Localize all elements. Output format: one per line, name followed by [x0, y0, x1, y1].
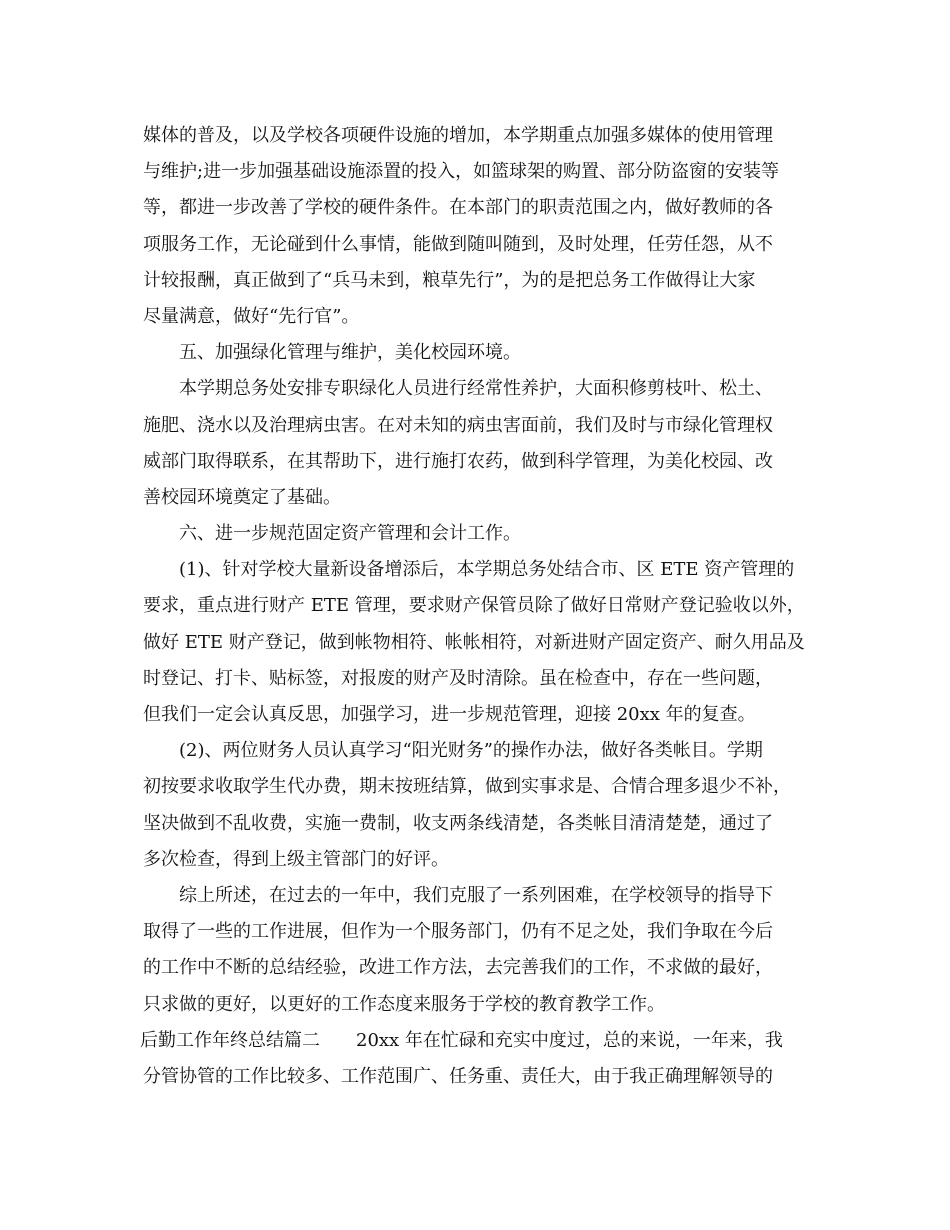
paragraph-line: 的工作中不断的总结经验，改进工作方法，去完善我们的工作，不求做的最好， — [143, 957, 773, 979]
paragraph-line: 本学期总务处安排专职绿化人员进行经常性养护，大面积修剪枝叶、松土、 — [179, 378, 773, 400]
paragraph-line: 施肥、浇水以及治理病虫害。在对未知的病虫害面前，我们及时与市绿化管理权 — [143, 414, 773, 436]
paragraph-line: 多次检查，得到上级主管部门的好评。 — [143, 848, 449, 870]
paragraph-line: 项服务工作，无论碰到什么事情，能做到随叫随到，及时处理，任劳任怨，从不 — [143, 233, 773, 255]
paragraph-line: 计较报酬，真正做到了“兵马未到，粮草先行”，为的是把总务工作做得让大家 — [143, 269, 756, 291]
paragraph-line: 初按要求收取学生代办费，期末按班结算，做到实事求是、合情合理多退少不补， — [143, 776, 791, 798]
section-heading: 五、加强绿化管理与维护，美化校园环境。 — [179, 342, 521, 364]
paragraph-line: 只求做的更好，以更好的工作态度来服务于学校的教育教学工作。 — [143, 993, 665, 1015]
paragraph-line: 要求，重点进行财产 ETE 管理，要求财产保管员除了做好日常财产登记验收以外， — [143, 595, 805, 617]
paragraph-line: 分管协管的工作比较多、工作范围广、任务重、责任大，由于我正确理解领导的 — [143, 1065, 773, 1087]
section-heading: 六、进一步规范固定资产管理和会计工作。 — [179, 523, 521, 545]
paragraph-line: 时登记、打卡、贴标签，对报废的财产及时清除。虽在检查中，存在一些问题， — [143, 667, 773, 689]
paragraph-line: 做好 ETE 财产登记，做到帐物相符、帐帐相符，对新进财产固定资产、耐久用品及 — [143, 631, 805, 653]
paragraph-line: 综上所述，在过去的一年中，我们克服了一系列困难，在学校领导的指导下 — [179, 884, 773, 906]
paragraph-line: (1)、针对学校大量新设备增添后，本学期总务处结合市、区 ETE 资产管理的 — [179, 559, 795, 581]
paragraph-line: 取得了一些的工作进展，但作为一个服务部门，仍有不足之处，我们争取在今后 — [143, 921, 773, 943]
document-body — [140, 118, 813, 1095]
paragraph-line: 威部门取得联系，在其帮助下，进行施打农药，做到科学管理，为美化校园、改 — [143, 450, 773, 472]
paragraph-line: 但我们一定会认真反思，加强学习，进一步规范管理，迎接 20xx 年的复查。 — [143, 704, 756, 725]
paragraph-line: 善校园环境奠定了基础。 — [143, 486, 341, 508]
paragraph-line: (2)、两位财务人员认真学习“阳光财务”的操作办法，做好各类帐目。学期 — [179, 740, 763, 762]
paragraph-line: 等，都进一步改善了学校的硬件条件。在本部门的职责范围之内，做好教师的各 — [143, 197, 773, 219]
article-title-line: 后勤工作年终总结篇二 20xx 年在忙碌和充实中度过，总的来说，一年来，我 — [140, 1029, 783, 1051]
paragraph-line: 媒体的普及，以及学校各项硬件设施的增加，本学期重点加强多媒体的使用管理 — [143, 125, 773, 146]
paragraph-line: 与维护;进一步加强基础设施添置的投入，如篮球架的购置、部分防盗窗的安装等 — [143, 161, 780, 183]
paragraph-line: 坚决做到不乱收费，实施一费制，收支两条线清楚，各类帐目清清楚楚，通过了 — [143, 812, 773, 834]
paragraph-line: 尽量满意，做好“先行官”。 — [143, 305, 360, 327]
